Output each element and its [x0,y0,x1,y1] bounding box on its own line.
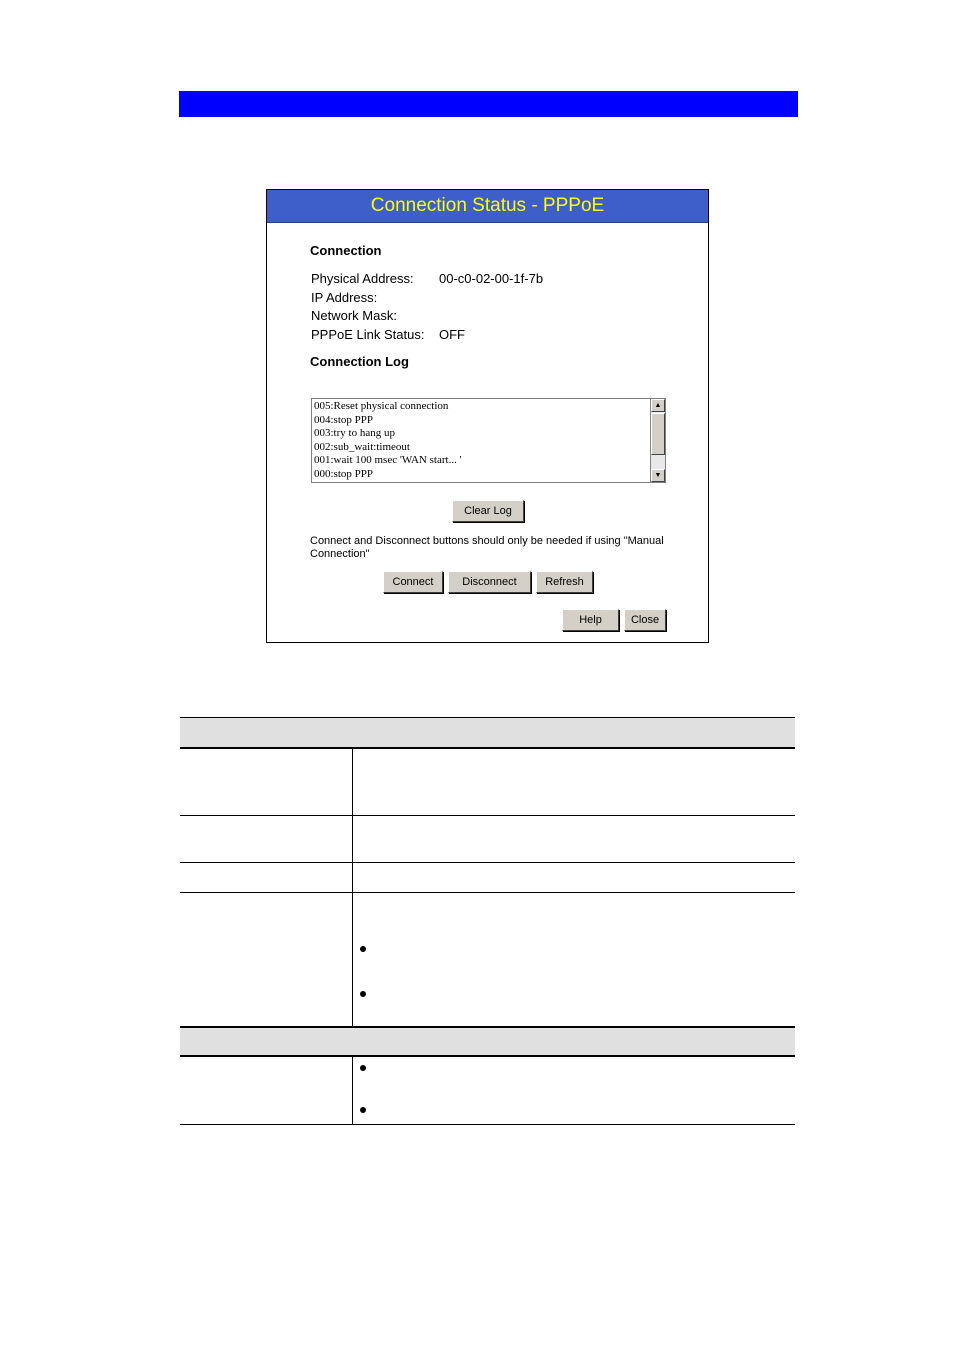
log-line: 004:stop PPP [314,413,373,426]
refresh-button[interactable]: Refresh [536,571,593,593]
table-column-divider [352,1057,353,1124]
connection-log-textarea[interactable] [311,398,666,483]
table-bottom-border [180,1124,795,1125]
bullet-icon [360,1107,366,1113]
table-header-divider [180,747,795,749]
ip-address-label: IP Address: [311,290,378,305]
table-row-divider [180,862,795,863]
network-mask-label: Network Mask: [311,308,397,323]
connection-log-heading: Connection Log [310,354,409,369]
log-scrollbar[interactable] [650,398,666,483]
physical-address-row [311,270,543,288]
log-line: 003:try to hang up [314,427,395,439]
physical-address-value: 00-c0-02-00-1f-7b [439,271,544,286]
scroll-down-arrow-icon[interactable]: ▼ [651,469,665,482]
bullet-icon [360,991,366,997]
help-button[interactable]: Help [562,609,619,631]
physical-address-label: Physical Address: [311,271,414,286]
table-row-divider [180,892,795,893]
pppoe-link-status-row [311,326,465,344]
connect-button[interactable]: Connect [383,571,443,593]
table-section-header [180,718,795,747]
clear-log-button[interactable]: Clear Log [452,500,524,522]
disconnect-button[interactable]: Disconnect [448,571,531,593]
section-title-bar [179,91,798,117]
table-header-divider [180,1055,795,1057]
scroll-thumb[interactable] [651,413,665,455]
close-button[interactable]: Close [624,609,666,631]
table-section-header [180,1028,795,1055]
connection-heading: Connection [310,243,382,258]
log-line: 005:Reset physical connection [314,400,449,412]
bullet-icon [360,1065,366,1071]
table-column-divider [352,749,353,1026]
table-row-divider [180,815,795,816]
connection-status-dialog [266,189,709,643]
log-line: 002:sub_wait:timeout [314,440,410,453]
log-line: 000:stop PPP [314,467,373,480]
bullet-icon [360,946,366,952]
pppoe-link-status-label: PPPoE Link Status: [311,327,425,342]
manual-connection-note: Connect and Disconnect buttons should only be needed if using "Manual Connection" [310,535,664,560]
ip-address-row [311,289,439,307]
pppoe-link-status-value: OFF [439,327,465,342]
log-line: 001:wait 100 msec 'WAN start... ' [314,454,462,466]
dialog-title: Connection Status - PPPoE [267,190,708,223]
network-mask-row [311,307,439,325]
scroll-up-arrow-icon[interactable]: ▲ [651,399,665,412]
